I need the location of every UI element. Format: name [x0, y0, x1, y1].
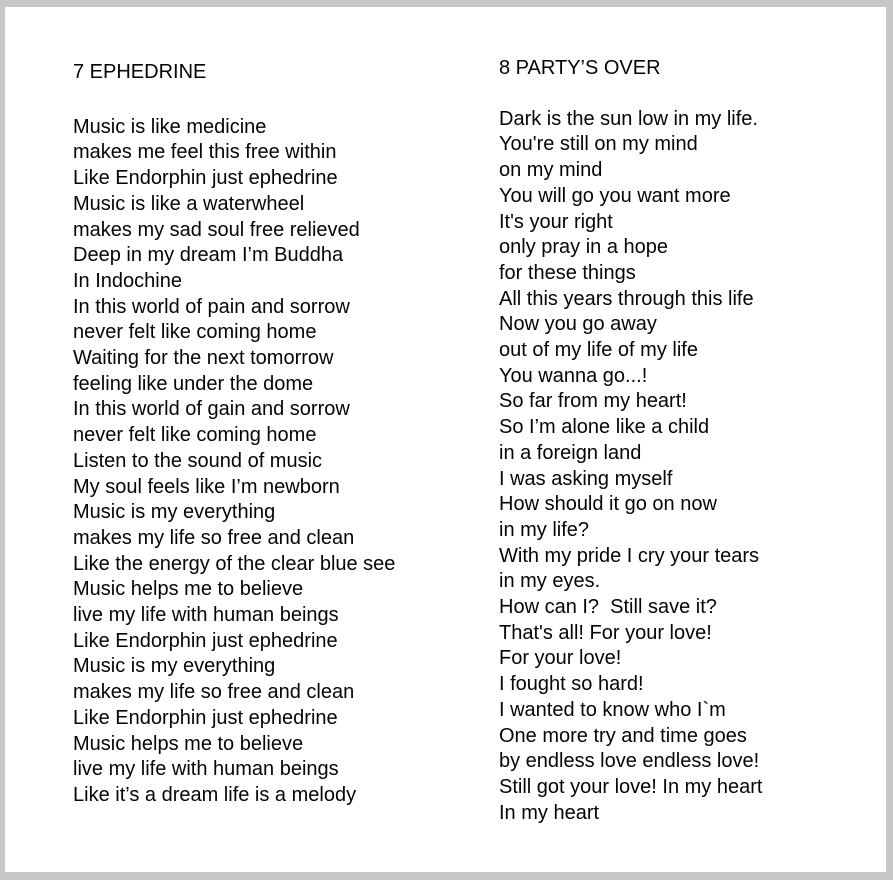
lyric-line: makes my life so free and clean — [73, 526, 355, 549]
lyric-line: by endless love endless love! — [499, 750, 760, 773]
lyric-line: Music is like a waterwheel — [73, 192, 305, 215]
lyric-line: feeling like under the dome — [73, 372, 314, 395]
lyrics-ephedrine — [73, 115, 395, 809]
lyric-line: Music is my everything — [73, 655, 276, 678]
lyrics-partys-over — [499, 107, 762, 827]
lyric-line: Waiting for the next tomorrow — [73, 347, 334, 370]
lyric-line: only pray in a hope — [499, 236, 669, 259]
lyric-line: It's your right — [499, 210, 613, 233]
lyric-line: in a foreign land — [499, 441, 642, 464]
lyric-line: So I’m alone like a child — [499, 416, 710, 439]
lyric-line: Music helps me to believe — [73, 732, 304, 755]
lyric-line: In this world of gain and sorrow — [73, 398, 350, 421]
lyric-line: I wanted to know who I`m — [499, 698, 726, 721]
lyric-line: makes my life so free and clean — [73, 681, 355, 704]
lyric-line: I was asking myself — [499, 467, 673, 490]
lyric-line: in my life? — [499, 518, 590, 541]
lyric-line: My soul feels like I’m newborn — [73, 475, 340, 498]
lyric-line: Like Endorphin just ephedrine — [73, 167, 338, 190]
lyric-line: You're still on my mind — [499, 133, 698, 156]
lyric-line: In this world of pain and sorrow — [73, 295, 350, 318]
lyric-line: For your love! — [499, 647, 622, 670]
lyric-line: Music is like medicine — [73, 115, 267, 138]
lyric-line: Listen to the sound of music — [73, 449, 323, 472]
lyric-line: in my eyes. — [499, 570, 601, 593]
lyric-line: never felt like coming home — [73, 321, 317, 344]
lyric-line: That's all! For your love! — [499, 621, 712, 644]
lyric-line: never felt like coming home — [73, 424, 317, 447]
lyric-line: Now you go away — [499, 313, 657, 336]
lyric-line: Deep in my dream I’m Buddha — [73, 244, 344, 267]
lyric-line: Like the energy of the clear blue see — [73, 552, 396, 575]
song-title-ephedrine: 7 EPHEDRINE — [73, 61, 207, 83]
lyric-line: for these things — [499, 261, 636, 284]
lyric-line: on my mind — [499, 159, 603, 182]
lyric-line: With my pride I cry your tears — [499, 544, 760, 567]
lyric-line: Music is my everything — [73, 501, 276, 524]
document-page — [5, 7, 886, 872]
lyric-line: live my life with human beings — [73, 604, 339, 627]
lyric-line: How can I? Still save it? — [499, 596, 717, 619]
lyric-line: makes me feel this free within — [73, 141, 337, 164]
lyric-line: Like Endorphin just ephedrine — [73, 629, 338, 652]
lyric-line: All this years through this life — [499, 287, 754, 310]
lyric-line: In Indochine — [73, 269, 182, 292]
song-title-partys-over: 8 PARTY’S OVER — [499, 57, 661, 79]
lyric-line: You wanna go...! — [499, 364, 648, 387]
lyric-line: Still got your love! In my heart — [499, 775, 763, 798]
lyric-line: Dark is the sun low in my life. — [499, 107, 758, 130]
lyric-line: In my heart — [499, 801, 600, 824]
lyric-line: How should it go on now — [499, 493, 717, 516]
lyric-line: Like it’s a dream life is a melody — [73, 783, 357, 806]
lyric-line: makes my sad soul free relieved — [73, 218, 360, 241]
song-section-ephedrine — [73, 60, 395, 809]
lyric-line: out of my life of my life — [499, 339, 698, 362]
lyric-line: So far from my heart! — [499, 390, 687, 413]
lyric-line: One more try and time goes — [499, 724, 747, 747]
lyric-line: live my life with human beings — [73, 758, 339, 781]
lyric-line: Music helps me to believe — [73, 578, 304, 601]
lyric-line: Like Endorphin just ephedrine — [73, 706, 338, 729]
lyric-line: I fought so hard! — [499, 673, 644, 696]
lyric-line: You will go you want more — [499, 184, 731, 207]
song-section-partys-over — [499, 56, 762, 826]
